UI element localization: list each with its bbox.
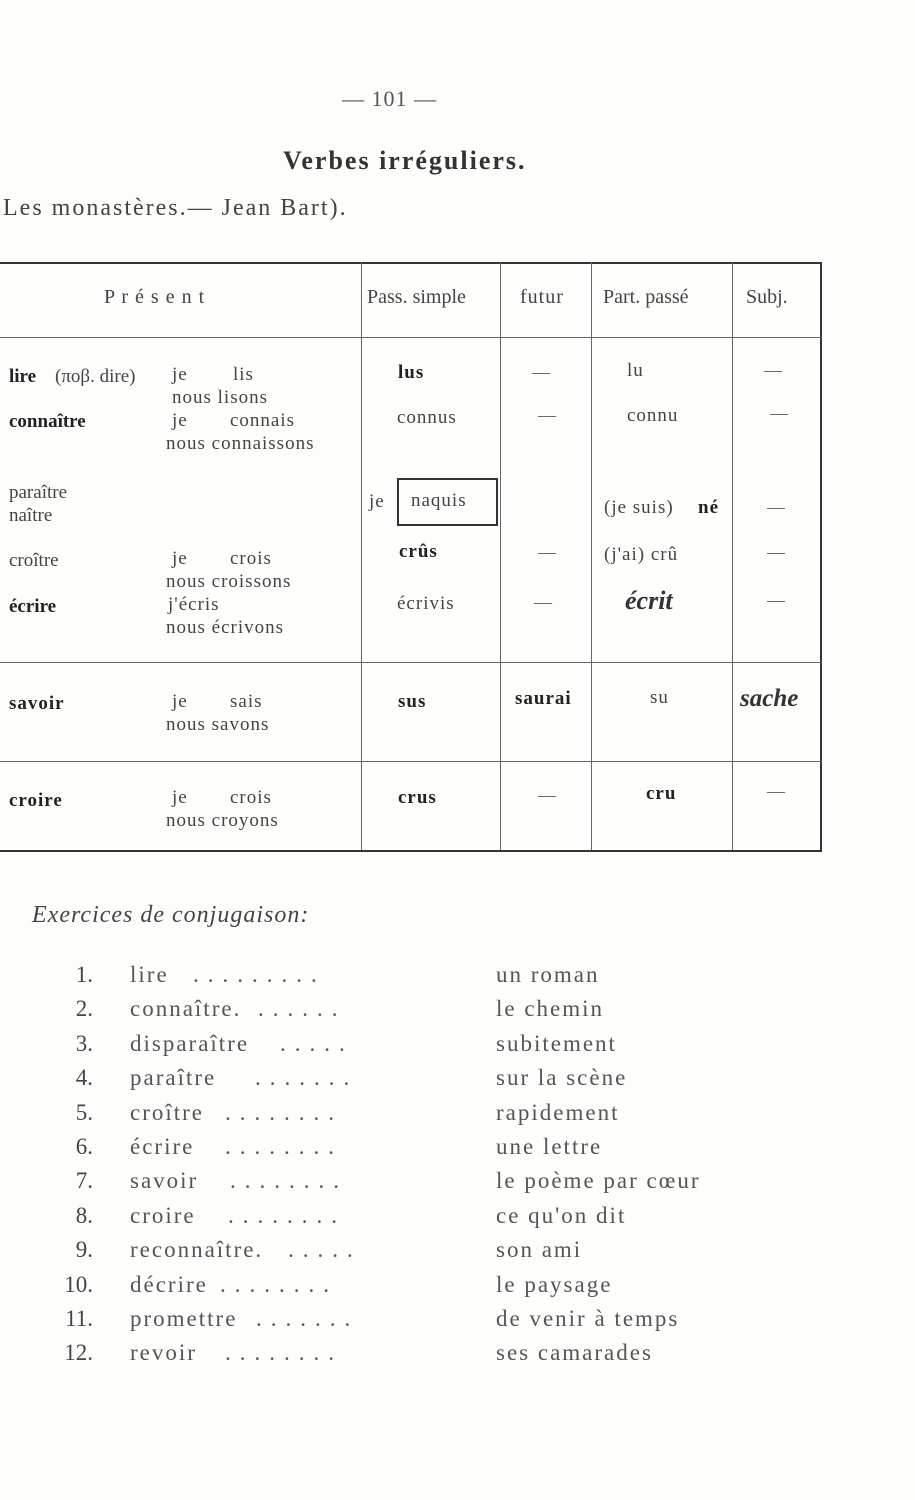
passe-simple: écrivis [397,593,455,614]
header-present: P r é s e n t [104,286,206,308]
exercise-item [0,1031,915,1065]
exercise-number: 8. [75,1202,93,1228]
exercise-leader-dots: ........ [230,1168,348,1194]
exercise-verb: croître [130,1099,205,1125]
part-passe-aux: (je suis) [604,497,674,518]
verb-naitre: naître [9,505,53,526]
header-pass-simple: Pass. simple [367,286,466,308]
subj: — [767,542,785,562]
part-passe: écrit [625,586,673,615]
part-passe: cru [646,783,677,804]
exercise-leader-dots: ........ [225,1134,343,1159]
exercise-item [0,1065,915,1099]
exercise-object: rapidement [496,1099,620,1125]
subj: — [767,497,785,517]
exercise-number: 12. [64,1340,93,1366]
present-form: lis [233,364,254,385]
passe-pronoun: je [369,491,385,512]
exercise-verb: lire [130,962,169,987]
header-futur: futur [520,286,564,308]
exercise-object: son ami [496,1237,583,1263]
exercise-leader-dots: ........ [225,1340,343,1366]
futur: — [532,362,550,382]
part-passe: connu [627,405,679,426]
exercises-title: Exercices de conjugaison: [32,902,310,928]
exercise-item [0,962,915,996]
exercise-object: subitement [496,1030,617,1056]
present-pronoun: je [172,364,188,385]
verb-ecrire: écrire [9,596,57,617]
exercise-number: 9. [75,1237,93,1263]
exercise-leader-dots: ....... [255,1065,359,1091]
exercise-object: le paysage [496,1271,613,1297]
part-passe: lu [627,360,644,381]
present-pronoun: je [172,691,188,712]
exercise-number: 3. [75,1030,93,1056]
present-singular: j'écris [168,594,220,615]
exercise-item [0,1168,915,1202]
exercise-leader-dots: ..... [288,1237,362,1263]
exercise-verb: connaître. [130,996,242,1022]
subj: sache [740,685,799,712]
present-form: connais [230,410,296,431]
exercise-verb: paraître [130,1065,217,1091]
exercise-number: 6. [75,1134,93,1159]
page-number: — 101 — [342,86,437,111]
table-bottom-rule [0,850,822,852]
futur: saurai [515,688,572,709]
part-passe: su [650,687,669,708]
present-form: crois [230,787,272,808]
exercise-leader-dots: ...... [258,996,347,1022]
exercise-object: un roman [496,962,600,987]
exercise-item [0,1100,915,1134]
exercise-item [0,1134,915,1168]
header-part-passe: Part. passé [603,286,689,308]
present-plural: nous croyons [166,810,279,831]
exercise-verb: écrire [130,1134,195,1159]
passe-simple: lus [398,362,425,383]
verb-lire-note: (πoβ. dire) [55,366,136,387]
exercise-leader-dots: ......... [193,962,326,987]
row-divider [0,337,822,338]
exercise-leader-dots: ..... [280,1030,354,1056]
part-passe: né [698,497,719,518]
present-plural: nous croissons [166,571,292,592]
exercise-object: de venir à temps [496,1306,680,1331]
page-title: Verbes irréguliers. [283,146,527,175]
exercise-verb: savoir [130,1168,199,1194]
exercise-item [0,1237,915,1271]
futur: — [538,785,556,805]
passe-simple: connus [397,407,457,428]
passe-simple: crûs [399,541,438,562]
present-form: sais [230,691,263,712]
passe-simple: crus [398,787,437,808]
exercise-verb: croire [130,1202,196,1228]
exercise-item [0,1340,915,1374]
verb-lire: lire [9,366,37,387]
exercise-object: le chemin [496,996,605,1022]
exercise-verb: décrire [130,1271,208,1297]
verb-croire: croire [9,790,63,811]
page-subtitle: Les monastères.— Jean Bart). [3,195,348,221]
verb-savoir: savoir [9,693,65,714]
exercise-object: une lettre [496,1134,603,1159]
present-plural: nous savons [166,714,270,735]
exercise-object: sur la scène [496,1065,628,1091]
exercise-leader-dots: ........ [225,1099,343,1125]
exercise-number: 10. [64,1271,93,1297]
exercise-verb: promettre [130,1306,238,1331]
row-divider [0,662,822,663]
exercise-number: 4. [75,1065,93,1091]
exercise-leader-dots: ........ [228,1202,346,1228]
exercise-item [0,996,915,1030]
present-plural: nous lisons [172,387,268,408]
subj: — [770,403,788,423]
exercise-number: 1. [75,962,93,987]
exercise-number: 2. [75,996,93,1022]
exercise-leader-dots: ....... [256,1306,360,1331]
part-passe: (j'ai) crû [604,544,679,565]
verb-connaitre: connaître [9,411,86,432]
present-plural: nous connaissons [166,433,315,454]
exercise-item [0,1272,915,1306]
exercise-item [0,1306,915,1340]
table-top-rule [0,262,822,264]
futur: — [538,542,556,562]
passe-simple: naquis [411,490,467,511]
exercise-verb: disparaître [130,1030,250,1056]
exercise-object: ce qu'on dit [496,1202,627,1228]
passe-simple: sus [398,691,427,712]
present-plural: nous écrivons [166,617,285,638]
present-pronoun: je [172,787,188,808]
present-pronoun: je [172,410,188,431]
verb-paraitre: paraître [9,482,68,503]
subj: — [767,590,785,610]
exercise-number: 5. [75,1099,93,1125]
exercise-number: 11. [65,1306,93,1331]
futur: — [534,592,552,612]
exercise-verb: reconnaître. [130,1237,264,1263]
subj: — [764,360,782,380]
exercise-object: ses camarades [496,1340,653,1366]
present-form: crois [230,548,272,569]
futur: — [538,405,556,425]
verb-croitre: croître [9,550,59,571]
present-pronoun: je [172,548,188,569]
exercise-verb: revoir [130,1340,197,1366]
exercise-item [0,1203,915,1237]
exercise-object: le poème par cœur [496,1168,701,1194]
row-divider [0,761,822,762]
exercise-number: 7. [75,1168,93,1194]
exercise-leader-dots: ........ [220,1271,338,1297]
header-subj: Subj. [746,286,788,308]
subj: — [767,781,785,801]
